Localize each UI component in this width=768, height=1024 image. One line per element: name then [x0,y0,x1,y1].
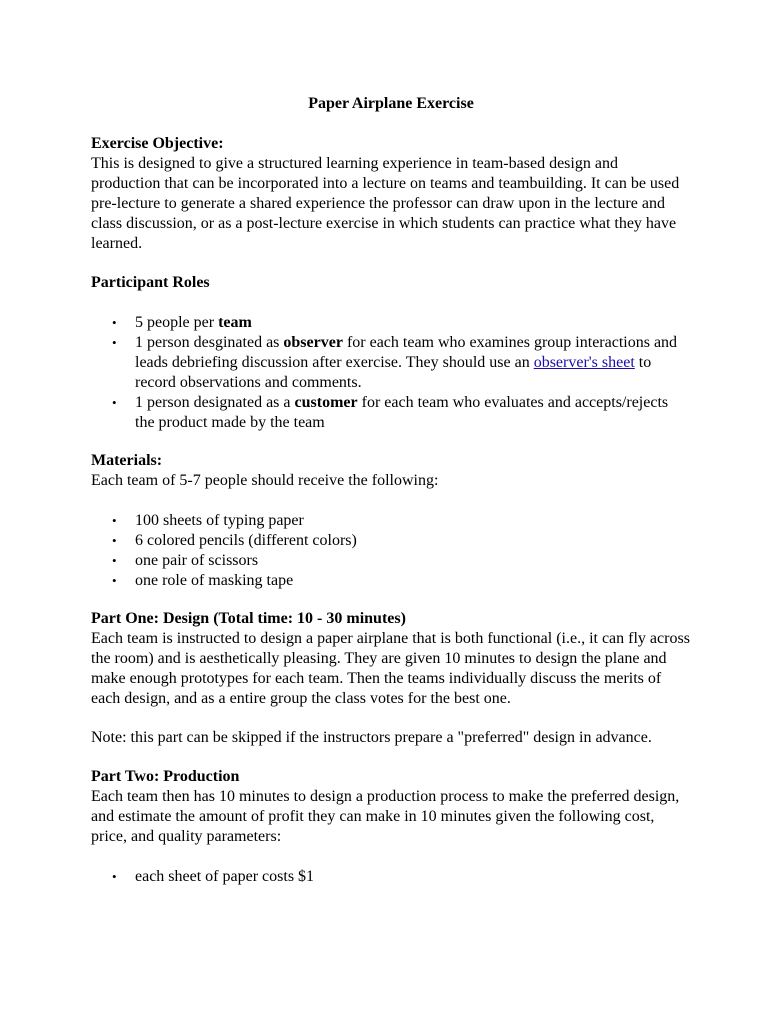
list-item [91,313,691,333]
roles-list [91,313,691,433]
part-one-note [91,728,691,748]
list-item [91,333,691,393]
objective-text: This is designed to give a structured learning experience in team-based design and production that can be incorporated into a lecture on teams and teambuilding. It can be used pre-lecture to generate a shared experience the professor can draw upon in the lecture and class discussion, or as a post-lecture exercise in which students can practice what they have learned. [91,155,680,252]
part-two-list [91,867,691,887]
roles-heading: Participant Roles [91,274,210,291]
list-item: • one role of masking tape [91,571,691,591]
document-body [91,94,691,905]
part-one-section [91,609,691,709]
part-one-heading: Part One: Design (Total time: 10 - 30 minutes) [91,610,406,627]
part-one-note-text: Note: this part can be skipped if the instructors prepare a "preferred" design in advance. [91,729,652,746]
materials-intro: Each team of 5-7 people should receive the following: [91,472,439,489]
part-one-text: Each team is instructed to design a paper airplane that is both functional (i.e., it can fly across the room) and is aesthetically pleasing. They are given 10 minutes to design the plane and make enough prototypes for each team. Then the teams individually discuss the merits of each design, and as a entire group the class votes for the best one. [91,630,690,707]
observers-sheet-link[interactable]: observer's sheet [533,354,635,371]
materials-heading: Materials: [91,452,163,469]
list-item: • 6 colored pencils (different colors) [91,531,691,551]
page-title: Paper Airplane Exercise [308,95,474,112]
role-item-text: to record observations and comments. [135,354,652,391]
role-item-text: for each team who evaluates and accepts/rejects the product made by the team [135,394,669,431]
materials-section [91,451,691,591]
roles-section [91,273,691,433]
part-two-heading: Part Two: Production [91,768,240,785]
list-item: • 100 sheets of typing paper [91,511,691,531]
list-item: • each sheet of paper costs $1 [91,867,691,887]
part-two-text: Each team then has 10 minutes to design a production process to make the preferred design, and estimate the amount of profit they can make in 10 minutes given the following cost, price, and quality parameters: [91,788,680,845]
role-item-text: 1 person desginated as [135,334,284,351]
role-item-bold: team [218,314,252,331]
part-two-section [91,767,691,887]
role-item-text: 5 people per [135,314,219,331]
list-item [91,393,691,433]
role-item-bold: customer [294,394,358,411]
role-item-text: for each team who examines group interactions and leads debriefing discussion after exercise. They should use an [135,334,678,371]
role-item-bold: observer [283,334,343,351]
objective-section [91,134,691,254]
role-item-text: 1 person designated as a [135,394,295,411]
list-item: • one pair of scissors [91,551,691,571]
objective-heading: Exercise Objective: [91,135,224,152]
materials-list [91,511,691,591]
